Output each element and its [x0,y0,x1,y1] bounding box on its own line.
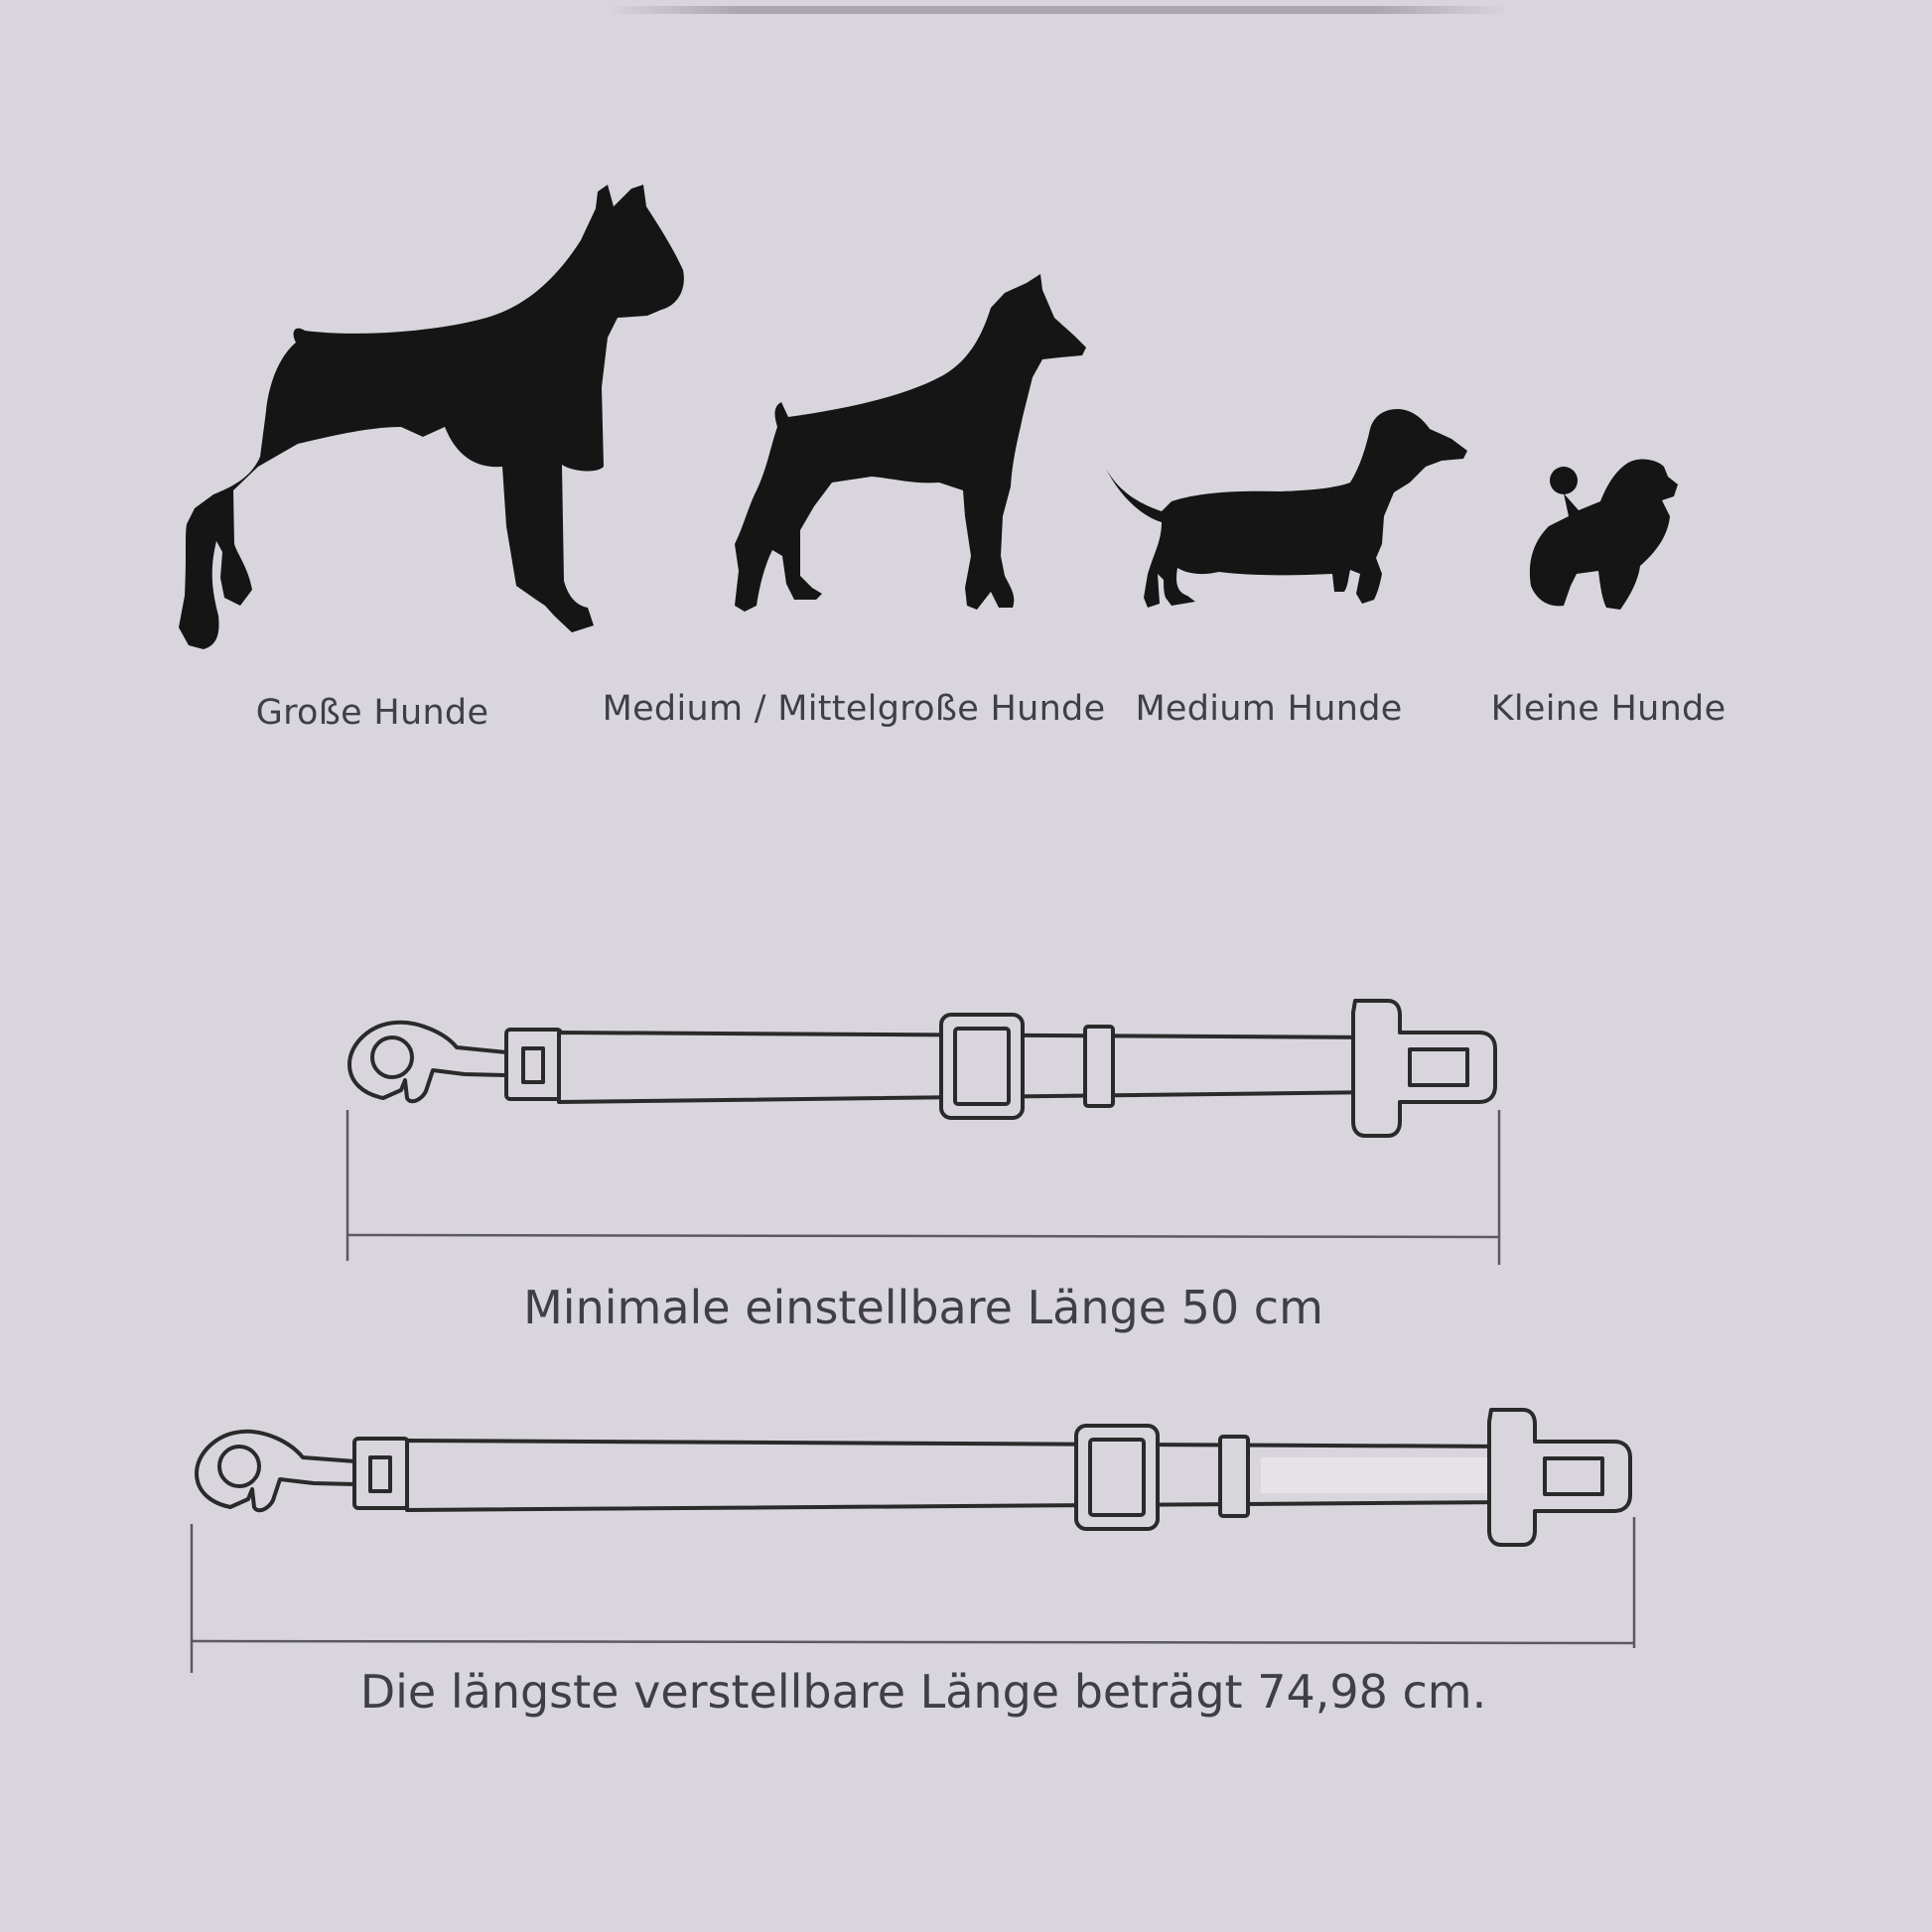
min-length-label: Minimale einstellbare Länge 50 cm [523,1281,1323,1334]
max-dimension-line [192,1517,1634,1673]
doberman-icon [735,274,1086,612]
short-leash-illustration [349,1001,1495,1136]
keeper-loop [1220,1437,1248,1516]
dog-label-medium-large: Medium / Mittelgroße Hunde [602,689,1106,729]
keeper-loop [1085,1027,1113,1106]
dachshund-icon [1106,409,1467,608]
max-length-label: Die längste verstellbare Länge beträgt 74,98 cm. [359,1665,1487,1719]
poodle-icon [1530,460,1678,610]
dog-label-medium: Medium Hunde [1135,689,1403,729]
dog-label-large: Große Hunde [255,693,489,733]
large-dog-icon [179,185,684,649]
min-dimension-line [347,1110,1499,1265]
long-leash-illustration [197,1410,1630,1545]
dog-label-small: Kleine Hunde [1490,689,1726,729]
